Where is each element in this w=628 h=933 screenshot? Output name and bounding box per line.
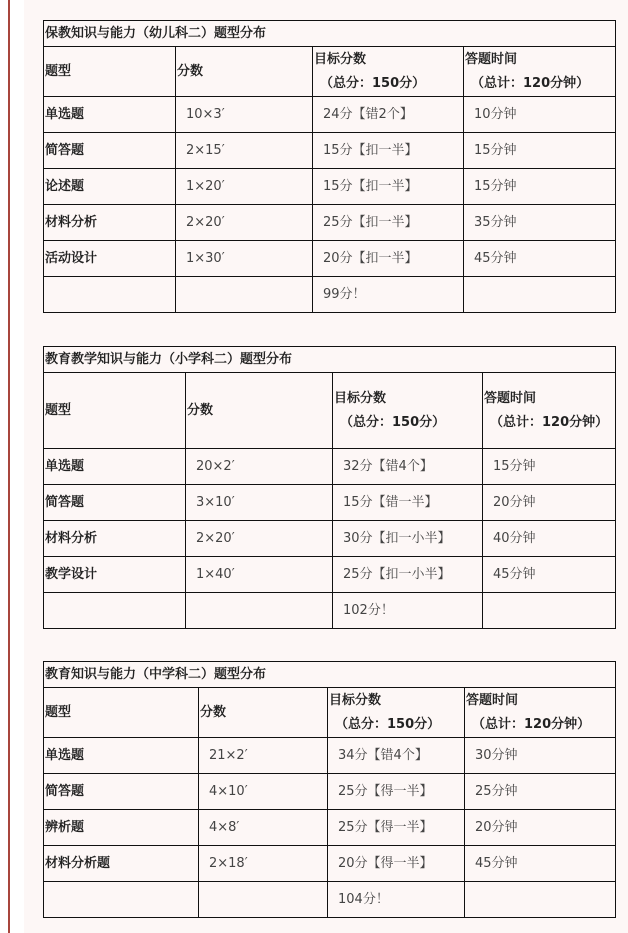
question-type: 简答题 <box>44 485 186 521</box>
header-type: 题型 <box>44 688 199 738</box>
header-time-total: （总计：120分钟） <box>471 75 590 91</box>
score-formula: 2×20′ <box>176 205 313 241</box>
header-target-total: （总分：150分） <box>320 75 426 91</box>
target-score: 32分【错4个】 <box>333 449 483 485</box>
answer-time: 45分钟 <box>483 557 616 593</box>
answer-time: 10分钟 <box>464 97 616 133</box>
empty-cell <box>44 882 199 918</box>
table-primary <box>43 346 616 629</box>
score-formula: 3×10′ <box>186 485 333 521</box>
score-formula: 21×2′ <box>199 738 328 774</box>
score-formula: 2×20′ <box>186 521 333 557</box>
answer-time: 35分钟 <box>464 205 616 241</box>
table-row <box>44 485 616 521</box>
empty-cell <box>483 593 616 629</box>
header-target-total: （总分：150分） <box>340 414 446 430</box>
target-score: 25分【扣一半】 <box>313 205 464 241</box>
header-time-total: （总计：120分钟） <box>490 414 609 430</box>
total-score: 102分！ <box>333 593 483 629</box>
header-score: 分数 <box>186 373 333 449</box>
table-row <box>44 738 616 774</box>
target-score: 15分【错一半】 <box>333 485 483 521</box>
header-target <box>328 688 465 738</box>
header-target-label: 目标分数 <box>329 692 382 708</box>
header-target <box>333 373 483 449</box>
empty-cell <box>44 277 176 313</box>
score-formula: 2×15′ <box>176 133 313 169</box>
table-row <box>44 810 616 846</box>
target-score: 15分【扣一半】 <box>313 169 464 205</box>
target-score: 30分【扣一小半】 <box>333 521 483 557</box>
answer-time: 20分钟 <box>483 485 616 521</box>
header-score: 分数 <box>199 688 328 738</box>
score-formula: 1×20′ <box>176 169 313 205</box>
answer-time: 45分钟 <box>464 241 616 277</box>
answer-time: 15分钟 <box>464 169 616 205</box>
table-row <box>44 846 616 882</box>
table-row <box>44 97 616 133</box>
header-type: 题型 <box>44 373 186 449</box>
answer-time: 15分钟 <box>483 449 616 485</box>
header-time-label: 答题时间 <box>484 390 537 406</box>
question-type: 材料分析 <box>44 521 186 557</box>
question-type: 单选题 <box>44 97 176 133</box>
table-secondary <box>43 661 616 918</box>
empty-cell <box>186 593 333 629</box>
score-formula: 2×18′ <box>199 846 328 882</box>
left-accent-rule <box>8 0 10 933</box>
answer-time: 30分钟 <box>465 738 616 774</box>
header-target-total: （总分：150分） <box>335 716 441 732</box>
score-formula: 10×3′ <box>176 97 313 133</box>
answer-time: 25分钟 <box>465 774 616 810</box>
empty-cell <box>44 593 186 629</box>
question-type: 简答题 <box>44 133 176 169</box>
score-formula: 1×40′ <box>186 557 333 593</box>
table-row <box>44 133 616 169</box>
answer-time: 45分钟 <box>465 846 616 882</box>
empty-cell <box>176 277 313 313</box>
table-title: 教育教学知识与能力（小学科二）题型分布 <box>44 347 616 373</box>
question-type: 辨析题 <box>44 810 199 846</box>
table-row <box>44 241 616 277</box>
target-score: 15分【扣一半】 <box>313 133 464 169</box>
header-time-total: （总计：120分钟） <box>472 716 591 732</box>
target-score: 34分【错4个】 <box>328 738 465 774</box>
target-score: 25分【得一半】 <box>328 774 465 810</box>
header-target <box>313 47 464 97</box>
score-formula: 4×8′ <box>199 810 328 846</box>
table-row <box>44 557 616 593</box>
score-formula: 20×2′ <box>186 449 333 485</box>
target-score: 20分【得一半】 <box>328 846 465 882</box>
table-row <box>44 449 616 485</box>
header-time-label: 答题时间 <box>465 51 518 67</box>
header-score: 分数 <box>176 47 313 97</box>
header-target-label: 目标分数 <box>334 390 387 406</box>
question-type: 简答题 <box>44 774 199 810</box>
total-row <box>44 277 616 313</box>
question-type: 单选题 <box>44 738 199 774</box>
question-type: 材料分析题 <box>44 846 199 882</box>
question-type: 材料分析 <box>44 205 176 241</box>
target-score: 25分【扣一小半】 <box>333 557 483 593</box>
table-row <box>44 774 616 810</box>
question-type: 教学设计 <box>44 557 186 593</box>
table-kindergarten <box>43 20 616 313</box>
target-score: 24分【错2个】 <box>313 97 464 133</box>
question-type: 单选题 <box>44 449 186 485</box>
answer-time: 20分钟 <box>465 810 616 846</box>
header-time <box>483 373 616 449</box>
target-score: 20分【扣一半】 <box>313 241 464 277</box>
header-target-label: 目标分数 <box>314 51 367 67</box>
header-type: 题型 <box>44 47 176 97</box>
total-score: 104分！ <box>328 882 465 918</box>
answer-time: 40分钟 <box>483 521 616 557</box>
score-formula: 4×10′ <box>199 774 328 810</box>
answer-time: 15分钟 <box>464 133 616 169</box>
score-formula: 1×30′ <box>176 241 313 277</box>
target-score: 25分【得一半】 <box>328 810 465 846</box>
total-score: 99分！ <box>313 277 464 313</box>
header-time-label: 答题时间 <box>466 692 519 708</box>
total-row <box>44 593 616 629</box>
table-row <box>44 169 616 205</box>
question-type: 活动设计 <box>44 241 176 277</box>
total-row <box>44 882 616 918</box>
empty-cell <box>465 882 616 918</box>
table-title: 教育知识与能力（中学科二）题型分布 <box>44 662 616 688</box>
table-row <box>44 521 616 557</box>
question-type: 论述题 <box>44 169 176 205</box>
empty-cell <box>199 882 328 918</box>
table-title: 保教知识与能力（幼儿科二）题型分布 <box>44 21 616 47</box>
empty-cell <box>464 277 616 313</box>
header-time <box>464 47 616 97</box>
header-time <box>465 688 616 738</box>
table-row <box>44 205 616 241</box>
